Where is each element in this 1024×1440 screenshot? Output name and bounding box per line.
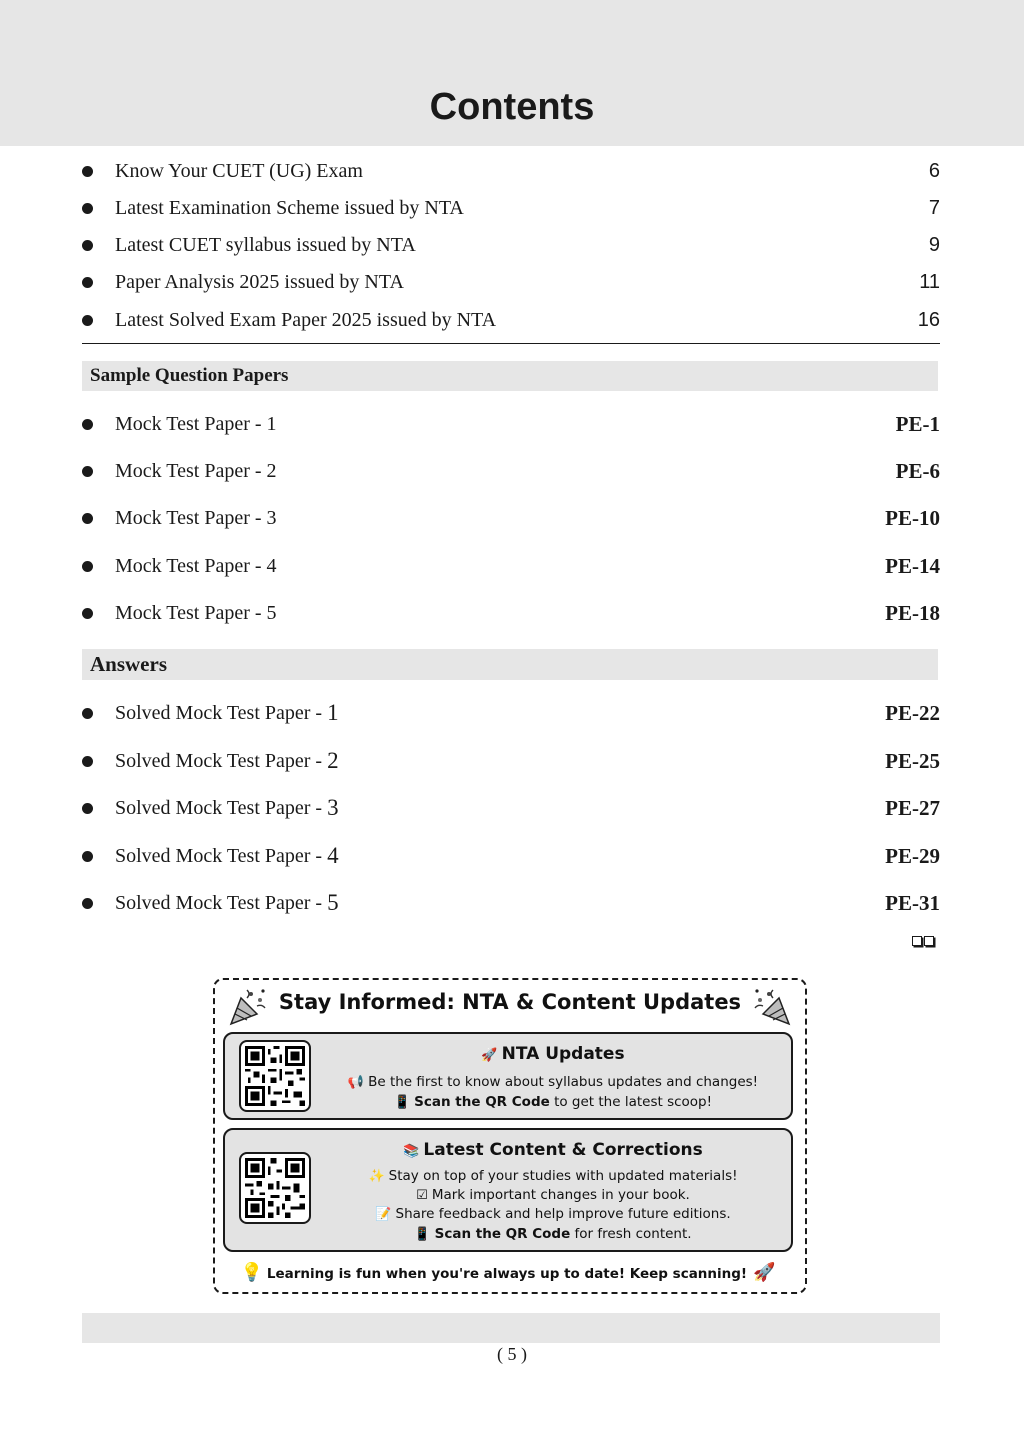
nta-updates-card (223, 1032, 793, 1120)
content-updates-card (223, 1128, 793, 1252)
toc-page: PE-25 (885, 748, 940, 773)
toc-row[interactable] (82, 267, 940, 297)
toc-row[interactable] (82, 746, 940, 776)
toc-label-number: 2 (327, 748, 339, 773)
footer-band (82, 1313, 940, 1343)
toc-row[interactable] (82, 503, 940, 533)
rocket-icon: 🚀 (481, 1048, 498, 1063)
toc-label-number: 5 (327, 890, 339, 915)
toc-label: Mock Test Paper - 3 (115, 506, 277, 529)
memo-icon: 📝 (375, 1207, 392, 1222)
toc-page: PE-31 (885, 890, 940, 915)
toc-label: Solved Mock Test Paper - (115, 749, 328, 772)
toc-label-number: 4 (327, 843, 339, 868)
content-card-line: 📝 Share feedback and help improve future editions. (375, 1206, 731, 1222)
toc-label: Mock Test Paper - 5 (115, 601, 277, 624)
toc-row[interactable] (82, 409, 940, 439)
toc-page: PE-22 (885, 700, 940, 725)
bullet-icon (82, 513, 93, 524)
section-heading-sample: Sample Question Papers (82, 361, 938, 391)
megaphone-icon: 📢 (347, 1075, 365, 1090)
checkbox-icon: ☑ (416, 1188, 428, 1203)
toc-page: 7 (928, 196, 940, 219)
toc-label: Solved Mock Test Paper - (115, 844, 328, 867)
qr-code-icon[interactable] (239, 1152, 311, 1224)
toc-page: PE-10 (885, 505, 940, 530)
phone-icon: 📱 (414, 1227, 431, 1242)
toc-row[interactable] (82, 698, 940, 728)
bullet-icon (82, 561, 93, 572)
toc-row[interactable] (82, 193, 940, 223)
toc-label: Mock Test Paper - 1 (115, 412, 277, 435)
toc-page: 9 (928, 233, 940, 256)
bullet-icon (82, 419, 93, 430)
toc-page: 11 (919, 270, 940, 293)
toc-page: PE-1 (895, 411, 940, 436)
toc-page: 16 (917, 308, 940, 331)
toc-row[interactable] (82, 456, 940, 486)
toc-label: Latest CUET syllabus issued by NTA (115, 233, 416, 256)
toc-page: PE-6 (895, 458, 940, 483)
toc-page: PE-27 (885, 795, 940, 820)
toc-row[interactable] (82, 305, 940, 335)
toc-row[interactable] (82, 793, 940, 823)
bullet-icon (82, 277, 93, 288)
toc-label-number: 3 (327, 795, 339, 820)
bullet-icon (82, 315, 93, 326)
toc-row[interactable] (82, 888, 940, 918)
section-heading-answers: Answers (82, 649, 938, 680)
promo-footer: 💡 Learning is fun when you're always up to date! Keep scanning! 🚀 (240, 1262, 776, 1283)
bullet-icon (82, 608, 93, 619)
toc-label: Paper Analysis 2025 issued by NTA (115, 270, 404, 293)
bullet-icon (82, 203, 93, 214)
toc-label: Latest Examination Scheme issued by NTA (115, 196, 464, 219)
toc-row[interactable] (82, 841, 940, 871)
page-number: ( 5 ) (497, 1344, 527, 1364)
bullet-icon (82, 240, 93, 251)
books-icon: 📚 (403, 1144, 420, 1159)
sparkles-icon: ✨ (368, 1169, 385, 1184)
toc-label: Solved Mock Test Paper - (115, 701, 328, 724)
bullet-icon (82, 166, 93, 177)
toc-label-number: 1 (327, 700, 339, 725)
bullet-icon (82, 851, 93, 862)
toc-row[interactable] (82, 230, 940, 260)
qr-code-icon[interactable] (239, 1040, 311, 1112)
toc-row[interactable] (82, 551, 940, 581)
toc-label: Mock Test Paper - 2 (115, 459, 277, 482)
toc-row[interactable] (82, 598, 940, 628)
divider (82, 343, 940, 344)
rocket-icon: 🚀 (753, 1262, 776, 1283)
page-title: Contents (429, 86, 595, 128)
toc-page: 6 (928, 159, 940, 182)
phone-icon: 📱 (393, 1095, 411, 1110)
bullet-icon (82, 803, 93, 814)
nta-card-line: 📢 Be the first to know about syllabus updates and changes! (347, 1074, 759, 1090)
content-card-line: ☑ Mark important changes in your book. (416, 1187, 690, 1203)
updates-promo-box (213, 978, 807, 1294)
content-card-line: ✨ Stay on top of your studies with updated materials! (368, 1168, 738, 1184)
toc-page: PE-14 (885, 553, 940, 578)
promo-title: Stay Informed: NTA & Content Updates (278, 990, 742, 1014)
toc-label: Latest Solved Exam Paper 2025 issued by NTA (115, 308, 497, 331)
lightbulb-icon: 💡 (240, 1262, 263, 1283)
bullet-icon (82, 466, 93, 477)
toc-label: Solved Mock Test Paper - (115, 796, 328, 819)
bullet-icon (82, 756, 93, 767)
toc-row[interactable] (82, 156, 940, 186)
toc-label: Know Your CUET (UG) Exam (115, 159, 363, 182)
nta-card-line: 📱 Scan the QR Code to get the latest scoop! (393, 1094, 713, 1110)
end-of-section-mark (912, 936, 934, 946)
toc-page: PE-18 (885, 600, 940, 625)
bullet-icon (82, 708, 93, 719)
bullet-icon (82, 898, 93, 909)
nta-card-title: 🚀 NTA Updates (481, 1044, 625, 1064)
content-card-title: 📚 Latest Content & Corrections (403, 1140, 703, 1160)
content-card-line: 📱 Scan the QR Code for fresh content. (414, 1226, 692, 1242)
toc-label: Solved Mock Test Paper - (115, 891, 328, 914)
toc-label: Mock Test Paper - 4 (115, 554, 277, 577)
toc-page: PE-29 (885, 843, 940, 868)
